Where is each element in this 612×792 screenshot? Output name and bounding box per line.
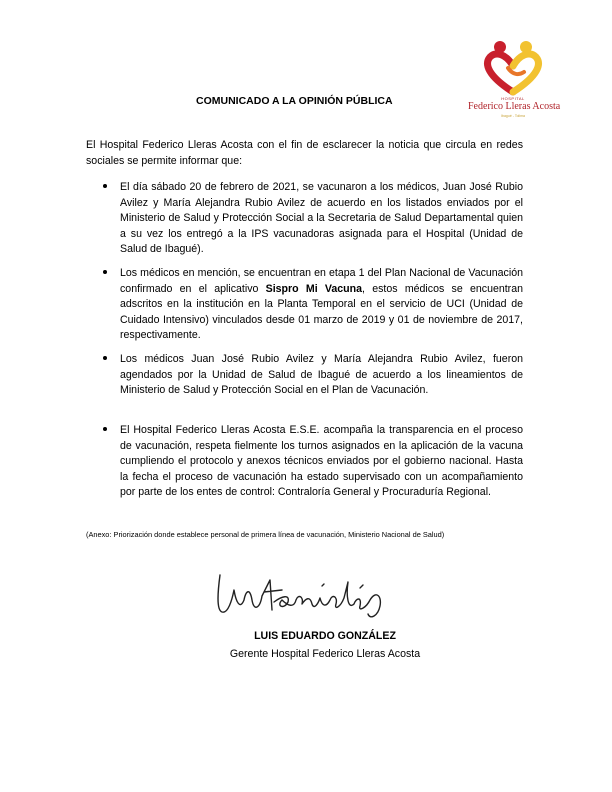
app-name-bold: Sispro Mi Vacuna	[265, 282, 363, 295]
list-item	[86, 266, 523, 344]
list-item	[86, 180, 523, 258]
bullet-dot-icon	[103, 184, 107, 188]
logo-small-text: HOSPITAL	[501, 96, 525, 101]
bullet-text-part: , estos médicos se encuentran adscritos en la institución en la Planta Temporal en el servicio de UCI (Unidad de Cuidado Intensivo) vinculados desde 01 marzo de 2019 y 01 de noviembre de 2017, respectivamente.	[120, 282, 523, 341]
bullet-text: El día sábado 20 de febrero de 2021, se vacunaron a los médicos, Juan José Rubio Avilez y María Alejandra Rubio Avilez de acuerdo en los listados enviados por el Ministerio de Salud y Protección Social a la Secretaria de Salud Departamental quien a su vez los entregó a la IPS vacunadoras asignada para el Hospital (Unidad de Salud de Ibagué).	[120, 181, 523, 255]
list-item	[86, 423, 523, 501]
handwritten-signature	[210, 560, 410, 630]
logo-tagline: Ibagué - Tolima	[501, 114, 525, 118]
list-item	[86, 352, 523, 399]
bullet-dot-icon	[103, 427, 107, 431]
bullet-dot-icon	[103, 356, 107, 360]
annex-note: (Anexo: Priorización donde establece personal de primera línea de vacunación, Ministerio Nacional de Salud)	[86, 530, 445, 539]
document-title: COMUNICADO A LA OPINIÓN PÚBLICA	[196, 95, 393, 107]
bullet-text-part: Los médicos en mención, se encuentran en etapa 1 del Plan Nacional de Vacunación confirmado en el aplicativo	[120, 267, 523, 295]
bullet-dot-icon	[103, 270, 107, 274]
hospital-logo	[468, 38, 561, 124]
bullet-text	[120, 266, 523, 344]
intro-paragraph: El Hospital Federico Lleras Acosta con el fin de esclarecer la noticia que circula en redes sociales se permite informar que:	[86, 139, 523, 167]
logo-name: Federico Lleras Acosta	[468, 101, 561, 112]
heart-figures-icon	[478, 38, 548, 96]
bullet-text: El Hospital Federico Lleras Acosta E.S.E. acompaña la transparencia en el proceso de vacunación, respeta fielmente los turnos asignados en la aplicación de la vacuna cumpliendo el protocolo y anexos técnicos enviados por el gobierno nacional. Hasta la fecha el proceso de vacunación ha estado supervisado con un acompañamiento por parte de los entes de control: Contraloría General y Procuraduría Regional.	[120, 424, 523, 498]
signatory-name: LUIS EDUARDO GONZÁLEZ	[254, 630, 396, 642]
signatory-role: Gerente Hospital Federico Lleras Acosta	[229, 648, 421, 660]
bullet-text: Los médicos Juan José Rubio Avilez y María Alejandra Rubio Avilez, fueron agendados por la Unidad de Salud de Ibagué de acuerdo a los lineamientos de Ministerio de Salud y Protección Social en el Plan de Vacunación.	[120, 353, 523, 396]
